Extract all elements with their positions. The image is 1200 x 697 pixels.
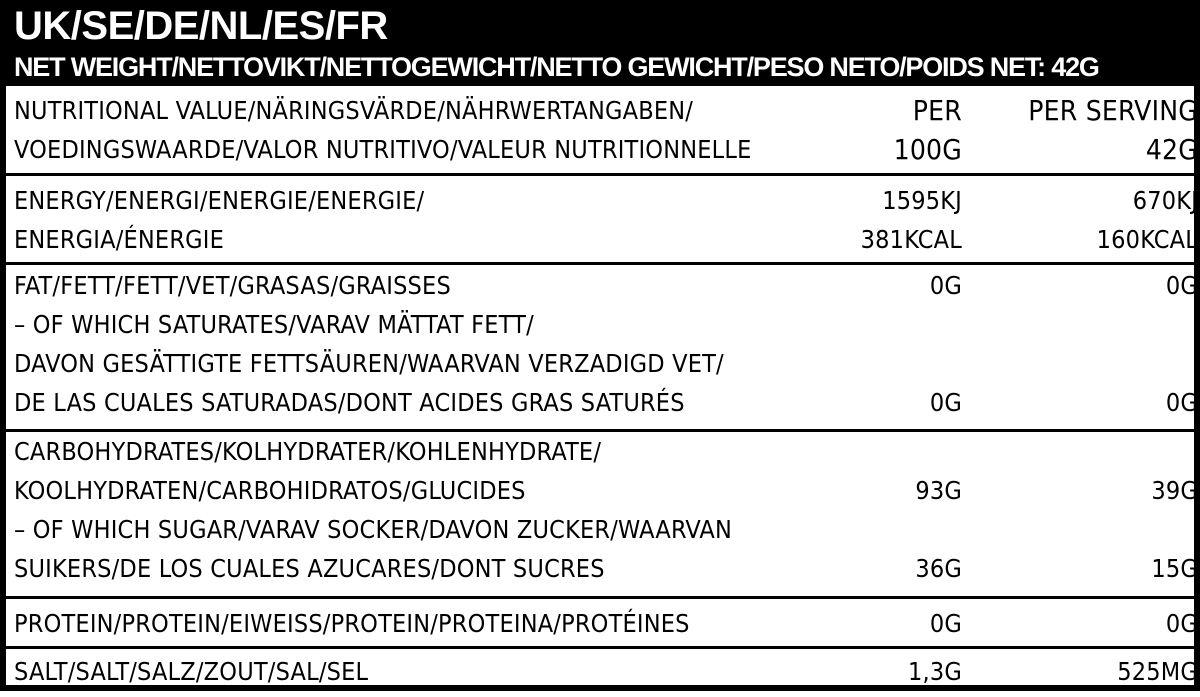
protein-per-serving-value: 0G xyxy=(1165,609,1198,638)
carbs-label xyxy=(14,432,826,596)
energy-label-line: ENERGY/ENERGI/ENERGIE/ENERGIE/ xyxy=(14,186,425,215)
carbs-label-line: KOOLHYDRATEN/CARBOHIDRATOS/GLUCIDES xyxy=(14,476,526,505)
header-per-100g-line: PER xyxy=(912,94,962,127)
spacer xyxy=(826,510,966,549)
salt-per-serving-value: 525MG xyxy=(1117,657,1198,686)
carbs-per-serving-value: 39G xyxy=(1151,476,1198,505)
carbs-label-line: CARBOHYDRATES/KOLHYDRATER/KOHLENHYDRATE/ xyxy=(14,437,602,466)
energy-per-serving-kj: 670KJ xyxy=(1132,186,1198,215)
spacer xyxy=(826,344,966,383)
header-per-serving xyxy=(966,91,1200,173)
carbs-per-100g-value: 93G xyxy=(915,476,962,505)
energy-per-100g-kj: 1595KJ xyxy=(882,186,962,215)
fat-per-100g-value: 0G xyxy=(929,271,962,300)
salt-label: SALT/SALT/SALZ/ZOUT/SAL/SEL xyxy=(14,657,369,686)
header-label-line: VOEDINGSWAARDE/VALOR NUTRITIVO/VALEUR NUTRITIONNELLE xyxy=(14,135,752,164)
table-row-salt xyxy=(6,649,1198,697)
table-row-carbohydrates xyxy=(6,432,1198,599)
protein-label: PROTEIN/PROTEIN/EIWEISS/PROTEIN/PROTEINA/PROTÉINES xyxy=(14,609,690,638)
saturates-per-serving-value: 0G xyxy=(1165,388,1198,417)
saturates-per-100g-value: 0G xyxy=(929,388,962,417)
spacer xyxy=(966,510,1200,549)
nutrition-table xyxy=(0,86,1200,691)
country-codes: UK/SE/DE/NL/ES/FR xyxy=(14,4,388,48)
table-header-row xyxy=(6,86,1198,176)
sugar-per-serving-value: 15G xyxy=(1151,554,1198,583)
label-header xyxy=(0,0,1200,86)
fat-per-serving-value: 0G xyxy=(1165,271,1198,300)
protein-per-100g-value: 0G xyxy=(929,609,962,638)
carbs-per-serving xyxy=(966,432,1200,596)
spacer xyxy=(966,344,1200,383)
energy-per-100g xyxy=(826,181,966,262)
header-per-100g-line: 100G xyxy=(893,133,962,166)
header-per-100g xyxy=(826,91,966,173)
carbs-label-line: SUIKERS/DE LOS CUALES AZUCARES/DONT SUCRES xyxy=(14,554,605,583)
fat-per-serving xyxy=(966,266,1200,429)
spacer xyxy=(966,432,1200,471)
spacer xyxy=(826,432,966,471)
carbs-per-100g xyxy=(826,432,966,596)
carbs-label-line: – OF WHICH SUGAR/VARAV SOCKER/DAVON ZUCKER/WAARVAN xyxy=(14,515,733,544)
fat-label-line: DE LAS CUALES SATURADAS/DONT ACIDES GRAS SATURÉS xyxy=(14,388,685,417)
header-per-serving-line: PER SERVING xyxy=(1028,94,1198,127)
header-label-line: NUTRITIONAL VALUE/NÄRINGSVÄRDE/NÄHRWERTANGABEN/ xyxy=(14,96,694,125)
spacer xyxy=(826,305,966,344)
header-per-serving-line: 42G xyxy=(1145,133,1198,166)
spacer xyxy=(966,305,1200,344)
header-label xyxy=(14,91,826,173)
energy-per-serving xyxy=(966,181,1200,262)
table-row-fat xyxy=(6,265,1198,432)
fat-label xyxy=(14,266,826,429)
salt-per-100g-value: 1,3G xyxy=(908,657,962,686)
sugar-per-100g-value: 36G xyxy=(915,554,962,583)
fat-label-line: FAT/FETT/FETT/VET/GRASAS/GRAISSES xyxy=(14,271,451,300)
fat-label-line: – OF WHICH SATURATES/VARAV MÄTTAT FETT/ xyxy=(14,310,534,339)
energy-per-serving-kcal: 160KCAL xyxy=(1096,225,1198,254)
fat-label-line: DAVON GESÄTTIGTE FETTSÄUREN/WAARVAN VERZADIGD VET/ xyxy=(14,349,724,378)
net-weight: NET WEIGHT/NETTOVIKT/NETTOGEWICHT/NETTO GEWICHT/PESO NETO/POIDS NET: 42G xyxy=(14,52,1099,82)
table-row-protein xyxy=(6,599,1198,649)
fat-per-100g xyxy=(826,266,966,429)
energy-label-line: ENERGIA/ÉNERGIE xyxy=(14,225,225,254)
table-row-energy xyxy=(6,176,1198,265)
energy-per-100g-kcal: 381KCAL xyxy=(860,225,962,254)
energy-label xyxy=(14,181,826,262)
